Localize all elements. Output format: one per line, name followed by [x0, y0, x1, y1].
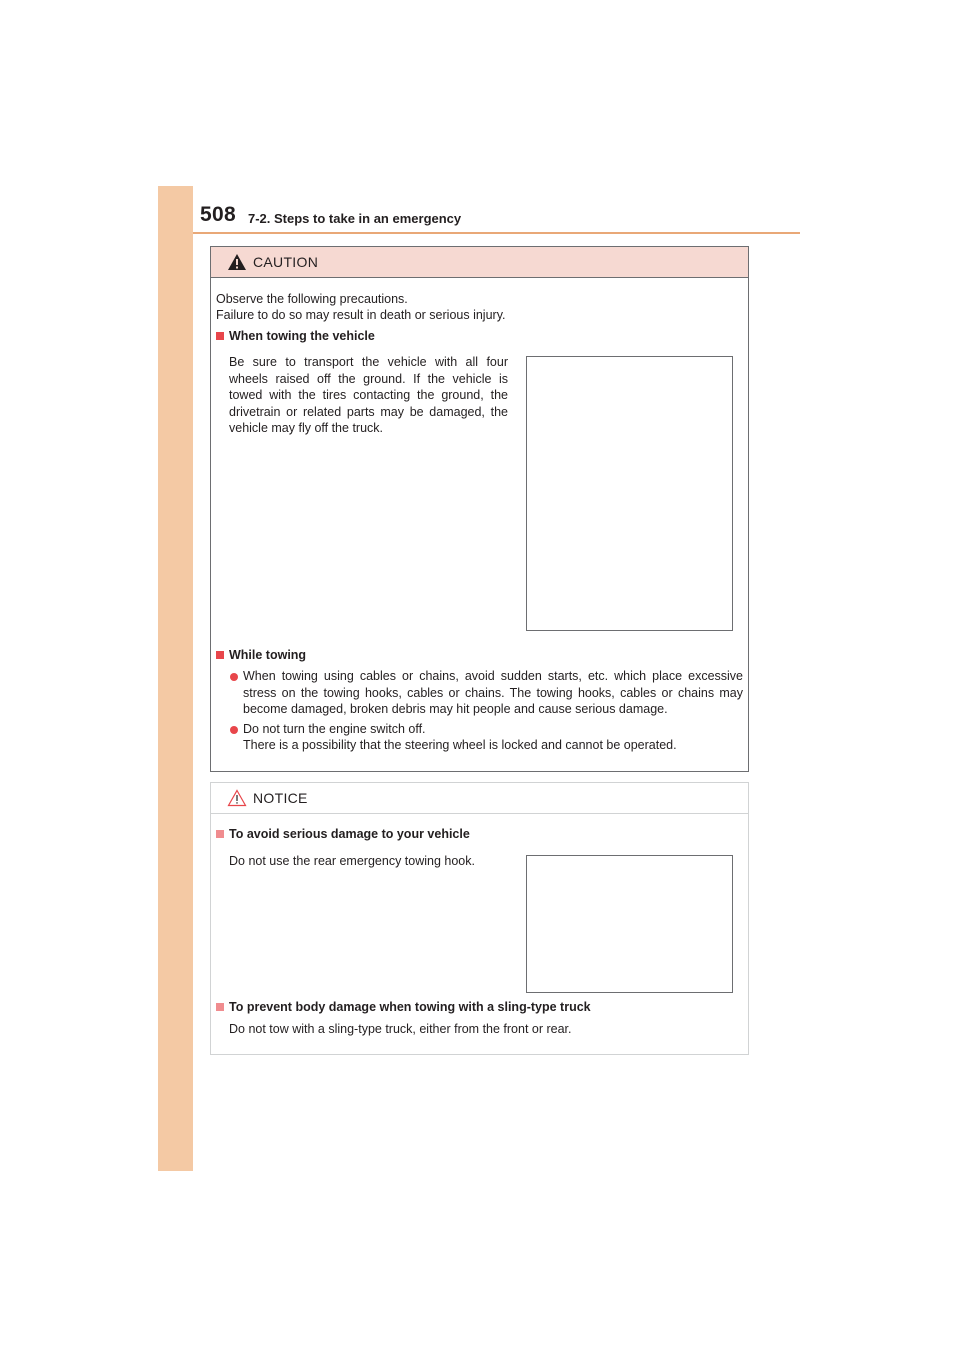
- square-bullet-icon: [216, 332, 224, 340]
- caution-label: CAUTION: [253, 254, 319, 270]
- section-title: 7-2. Steps to take in an emergency: [248, 211, 462, 226]
- square-bullet-icon: [216, 1003, 224, 1011]
- square-bullet-icon: [216, 651, 224, 659]
- bullet-engine-switch-line-2: There is a possibility that the steering wheel is locked and cannot be operated.: [243, 738, 677, 752]
- caution-intro-line-2: Failure to do so may result in death or serious injury.: [216, 308, 506, 322]
- sling-heading: To prevent body damage when towing with a sling-type truck: [216, 999, 591, 1016]
- caution-header: [211, 247, 748, 278]
- header-rule: [193, 232, 800, 234]
- while-towing-heading: While towing: [216, 647, 306, 664]
- side-tab-strip: [158, 186, 193, 1171]
- square-bullet-icon: [216, 830, 224, 838]
- round-bullet-icon: [230, 726, 238, 734]
- towed-vehicle-illustration: [526, 356, 733, 631]
- towing-heading: When towing the vehicle: [216, 328, 375, 345]
- notice-header: [211, 783, 748, 814]
- damage-text: Do not use the rear emergency towing hook.: [229, 854, 475, 868]
- warning-outline-icon: [227, 789, 247, 807]
- round-bullet-icon: [230, 673, 238, 681]
- sling-text: Do not tow with a sling-type truck, either from the front or rear.: [229, 1022, 572, 1036]
- rear-towing-hook-illustration: [526, 855, 733, 993]
- page-number: 508: [200, 203, 236, 226]
- damage-heading: To avoid serious damage to your vehicle: [216, 826, 470, 843]
- caution-box: [210, 246, 749, 772]
- notice-box: [210, 782, 749, 1055]
- bullet-cables-chains: When towing using cables or chains, avoid sudden starts, etc. which place excessive stress on the towing hooks, cables or chains. The towing hooks, cables or chains may become damaged, broken debris may hit people and cause serious damage.: [243, 669, 743, 716]
- notice-label: NOTICE: [253, 790, 308, 806]
- bullet-engine-switch-line-1: Do not turn the engine switch off.: [243, 722, 426, 736]
- towing-text: Be sure to transport the vehicle with all four wheels raised off the ground. If the vehicle is towed with the tires contacting the ground, the drivetrain or related parts may be damaged, the vehicle may fly off the truck.: [229, 355, 508, 435]
- caution-intro-line-1: Observe the following precautions.: [216, 292, 408, 306]
- warning-icon: [227, 253, 247, 271]
